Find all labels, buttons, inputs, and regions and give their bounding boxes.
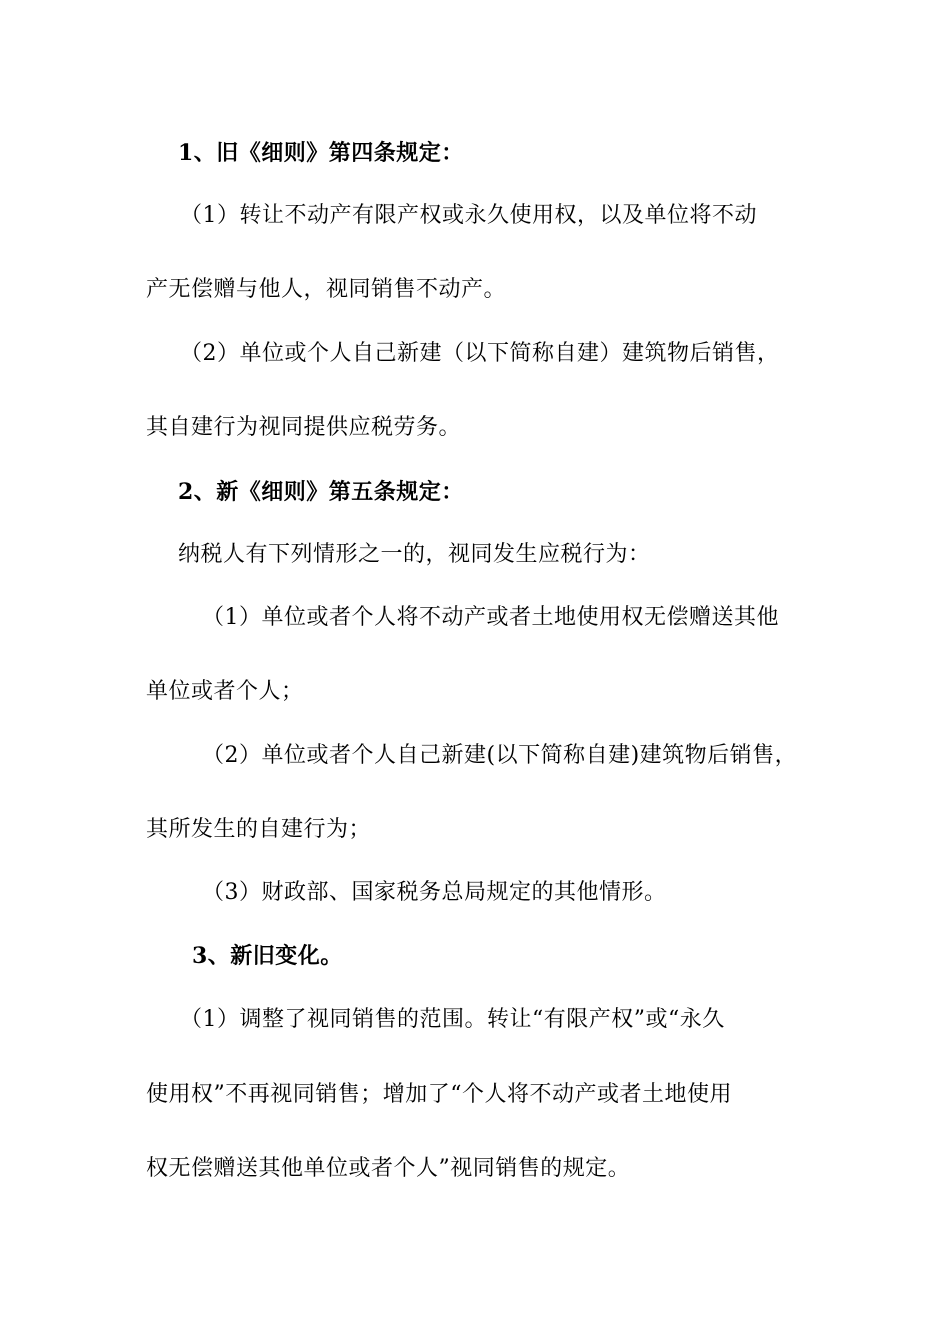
paragraph-line: （2）单位或者个人自己新建(以下简称自建)建筑物后销售， [202,743,798,768]
paragraph-line: （1）转让不动产有限产权或永久使用权，以及单位将不动 [180,203,757,228]
section-heading-new-rules: 2、新《细则》第五条规定： [178,479,464,505]
paragraph-line: 产无偿赠与他人，视同销售不动产。 [146,277,507,302]
paragraph-line: 纳税人有下列情形之一的，视同发生应税行为： [178,542,651,567]
paragraph-line: （1）调整了视同销售的范围。转让“有限产权”或“永久 [180,1007,725,1032]
section-heading-old-rules: 1、旧《细则》第四条规定： [178,140,464,166]
paragraph-line: （3）财政部、国家税务总局规定的其他情形。 [202,880,667,905]
section-heading-changes: 3、新旧变化。 [192,943,343,969]
paragraph-line: 使用权”不再视同销售；增加了“个人将不动产或者土地使用 [146,1082,732,1107]
paragraph-line: （1）单位或者个人将不动产或者土地使用权无偿赠送其他 [202,605,779,630]
paragraph-line: 权无偿赠送其他单位或者个人”视同销售的规定。 [146,1156,631,1181]
paragraph-line: 其自建行为视同提供应税劳务。 [146,415,462,440]
paragraph-line: （2）单位或个人自己新建（以下简称自建）建筑物后销售， [180,341,780,366]
paragraph-line: 单位或者个人； [146,679,304,704]
paragraph-line: 其所发生的自建行为； [146,817,372,842]
